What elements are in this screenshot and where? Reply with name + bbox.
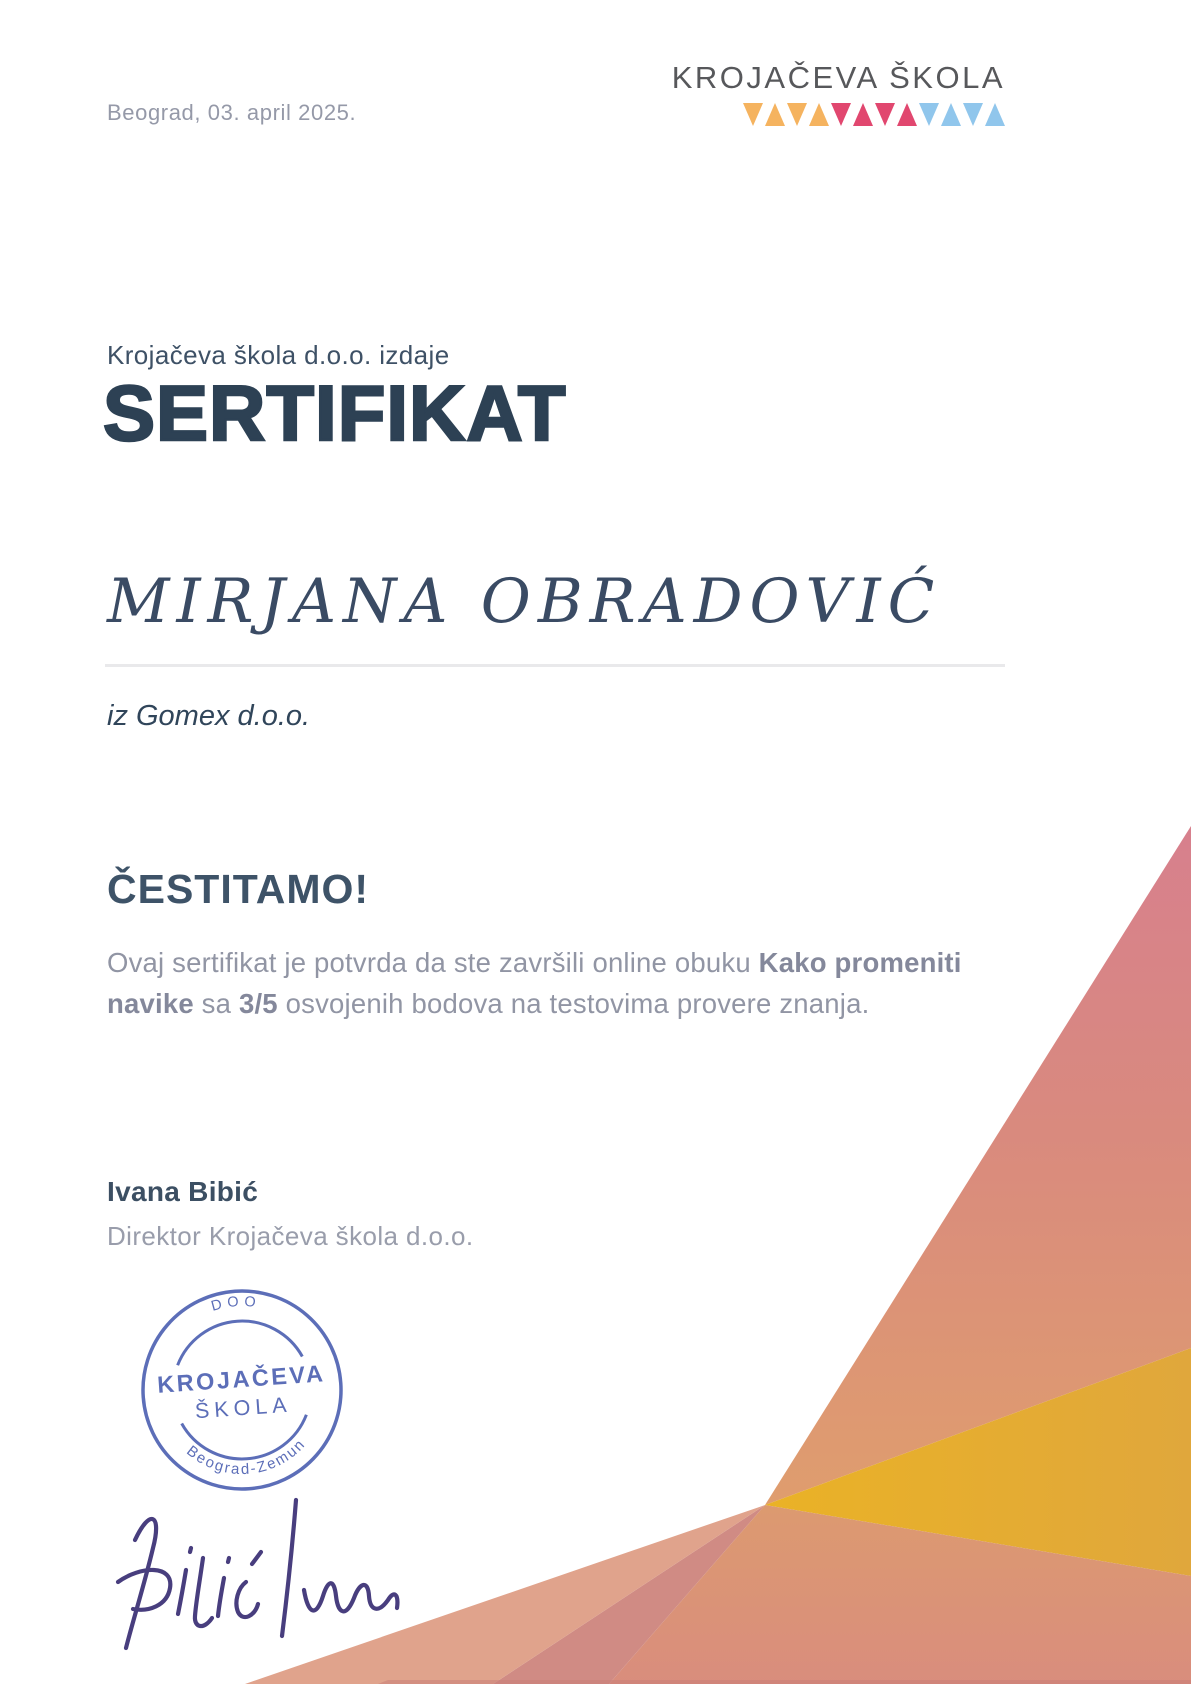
certificate-title: SERTIFIKAT (103, 369, 567, 457)
company-stamp (128, 1272, 358, 1512)
logo-triangle-pattern (743, 103, 1005, 126)
body-part1: Ovaj sertifikat je potvrda da ste završili online obuku (107, 947, 759, 978)
stamp-line2: ŠKOLA (194, 1392, 293, 1424)
recipient-name: MIRJANA OBRADOVIĆ (107, 566, 942, 637)
recipient-company: iz Gomex d.o.o. (107, 700, 311, 732)
course-name: Kako promeniti navike (107, 947, 962, 1019)
triangle-icon (787, 103, 807, 126)
triangle-icon (897, 103, 917, 126)
name-underline (105, 664, 1005, 667)
body-part2: sa (193, 988, 239, 1019)
body-part3: osvojenih bodova na testovima provere znanja. (277, 988, 870, 1019)
score-value: 3/5 (238, 988, 278, 1019)
handwritten-signature (100, 1478, 410, 1678)
triangle-icon (809, 103, 829, 126)
triangle-icon (743, 103, 763, 126)
stamp-top-label: DOO (209, 1293, 262, 1315)
stamp-bottom-label: Beograd-Zemun (183, 1435, 310, 1479)
triangle-icon (853, 103, 873, 126)
issuer-line: Krojačeva škola d.o.o. izdaje (107, 340, 450, 370)
triangle-icon (875, 103, 895, 126)
stamp-line1: KROJAČEVA (156, 1360, 327, 1398)
logo-wordmark: KROJAČEVA ŠKOLA (671, 60, 1005, 95)
certificate-body-text (107, 942, 1015, 1024)
triangle-icon (831, 103, 851, 126)
signer-name: Ivana Bibić (107, 1176, 259, 1207)
date-location: Beograd, 03. april 2025. (107, 100, 357, 125)
congrats-heading: ČESTITAMO! (107, 866, 370, 912)
signer-title: Direktor Krojačeva škola d.o.o. (107, 1221, 474, 1251)
triangle-icon (765, 103, 785, 126)
triangle-icon (919, 103, 939, 126)
triangle-icon (941, 103, 961, 126)
triangle-icon (963, 103, 983, 126)
triangle-icon (985, 103, 1005, 126)
